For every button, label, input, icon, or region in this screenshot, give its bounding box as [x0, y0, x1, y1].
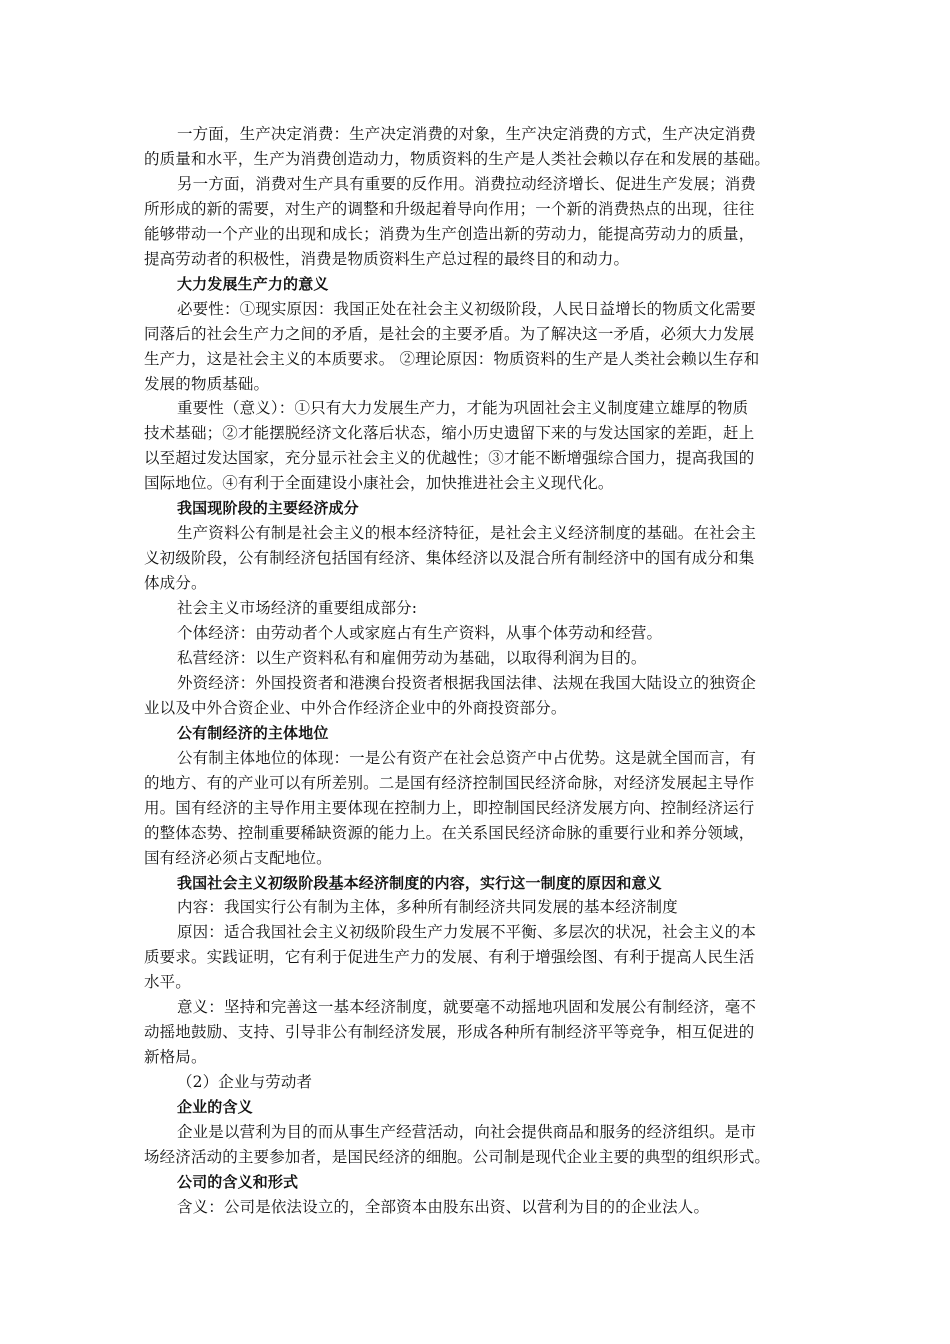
section-heading: 公有制经济的主体地位 — [177, 723, 329, 742]
text-line: 场经济活动的主要参加者，是国民经济的细胞。公司制是现代企业主要的典型的组织形式。 — [144, 1147, 771, 1166]
text-line: 体成分。 — [144, 574, 207, 593]
section-heading: 企业的含义 — [177, 1098, 253, 1117]
text-line: 的质量和水平，生产为消费创造动力，物质资料的生产是人类社会赖以存在和发展的基础。 — [144, 149, 771, 168]
text-line: 动摇地鼓励、支持、引导非公有制经济发展，形成各种所有制经济平等竞争，相互促进的 — [144, 1023, 755, 1042]
section-heading: 我国社会主义初级阶段基本经济制度的内容，实行这一制度的原因和意义 — [177, 873, 662, 892]
text-line: 公有制主体地位的体现：一是公有资产在社会总资产中占优势。这是就全国而言，有 — [177, 748, 757, 767]
text-line: 另一方面，消费对生产具有重要的反作用。消费拉动经济增长、促进生产发展；消费 — [177, 174, 757, 193]
text-line: 能够带动一个产业的出现和成长；消费为生产创造出新的劳动力，能提高劳动力的质量， — [144, 224, 755, 243]
section-heading: 公司的含义和形式 — [177, 1172, 299, 1191]
text-line: 的整体态势、控制重要稀缺资源的能力上。在关系国民经济命脉的重要行业和养分领域， — [144, 823, 755, 842]
text-line: 社会主义市场经济的重要组成部分: — [177, 599, 418, 618]
text-line: 含义：公司是依法设立的，全部资本由股东出资、以营利为目的的企业法人。 — [177, 1197, 710, 1216]
text-line: 同落后的社会生产力之间的矛盾，是社会的主要矛盾。为了解决这一矛盾，必须大力发展 — [144, 324, 755, 343]
text-line: 一方面，生产决定消费：生产决定消费的对象，生产决定消费的方式，生产决定消费 — [177, 125, 757, 143]
text-line: 生产资料公有制是社会主义的根本经济特征，是社会主义经济制度的基础。在社会主 — [177, 524, 757, 543]
text-line: 业以及中外合资企业、中外合作经济企业中的外商投资部分。 — [144, 698, 567, 717]
text-line: 的地方、有的产业可以有所差别。二是国有经济控制国民经济命脉，对经济发展起主导作 — [144, 773, 755, 792]
text-line: 内容：我国实行公有制为主体，多种所有制经济共同发展的基本经济制度 — [177, 898, 678, 917]
text-line: 必要性：①现实原因：我国正处在社会主义初级阶段，人民日益增长的物质文化需要 — [177, 299, 757, 318]
text-line: 质要求。实践证明，它有利于促进生产力的发展、有利于增强绘图、有利于提高人民生活 — [144, 948, 755, 967]
text-line: 提高劳动者的积极性，消费是物质资料生产总过程的最终目的和动力。 — [144, 249, 630, 268]
text-line: 以至超过发达国家，充分显示社会主义的优越性；③才能不断增强综合国力，提高我国的 — [144, 449, 755, 468]
text-line: 国际地位。④有利于全面建设小康社会，加快推进社会主义现代化。 — [144, 474, 614, 493]
text-line: 国有经济必须占支配地位。 — [144, 848, 332, 867]
section-heading: 我国现阶段的主要经济成分 — [177, 499, 359, 518]
text-line: 水平。 — [144, 973, 191, 992]
text-line: 所形成的新的需要，对生产的调整和升级起着导向作用；一个新的消费热点的出现，往往 — [144, 199, 755, 218]
text-line: 外资经济：外国投资者和港澳台投资者根据我国法律、法规在我国大陆设立的独资企 — [177, 673, 757, 692]
text-line: 意义：坚持和完善这一基本经济制度，就要毫不动摇地巩固和发展公有制经济，毫不 — [177, 998, 757, 1017]
text-line: 原因：适合我国社会主义初级阶段生产力发展不平衡、多层次的状况，社会主义的本 — [177, 923, 757, 942]
text-line: 技术基础；②才能摆脱经济文化落后状态，缩小历史遗留下来的与发达国家的差距，赶上 — [144, 424, 755, 443]
text-line: 私营经济：以生产资料私有和雇佣劳动为基础，以取得利润为目的。 — [177, 648, 647, 667]
text-line: 新格局。 — [144, 1048, 207, 1067]
text-line: 发展的物质基础。 — [144, 374, 270, 393]
section-heading: 大力发展生产力的意义 — [177, 274, 329, 293]
text-line: 个体经济：由劳动者个人或家庭占有生产资料，从事个体劳动和经营。 — [177, 624, 663, 642]
text-line: 重要性（意义）：①只有大力发展生产力，才能为巩固社会主义制度建立雄厚的物质 — [177, 399, 749, 418]
text-line: 生产力，这是社会主义的本质要求。 ②理论原因：物质资料的生产是人类社会赖以生存和 — [144, 349, 760, 368]
text-line: 义初级阶段，公有制经济包括国有经济、集体经济以及混合所有制经济中的国有成分和集 — [144, 549, 755, 568]
text-line: 用。国有经济的主导作用主要体现在控制力上，即控制国民经济发展方向、控制经济运行 — [144, 798, 755, 817]
text-line: 企业是以营利为目的而从事生产经营活动，向社会提供商品和服务的经济组织。是市 — [177, 1123, 757, 1141]
text-line: （2）企业与劳动者 — [177, 1073, 313, 1092]
